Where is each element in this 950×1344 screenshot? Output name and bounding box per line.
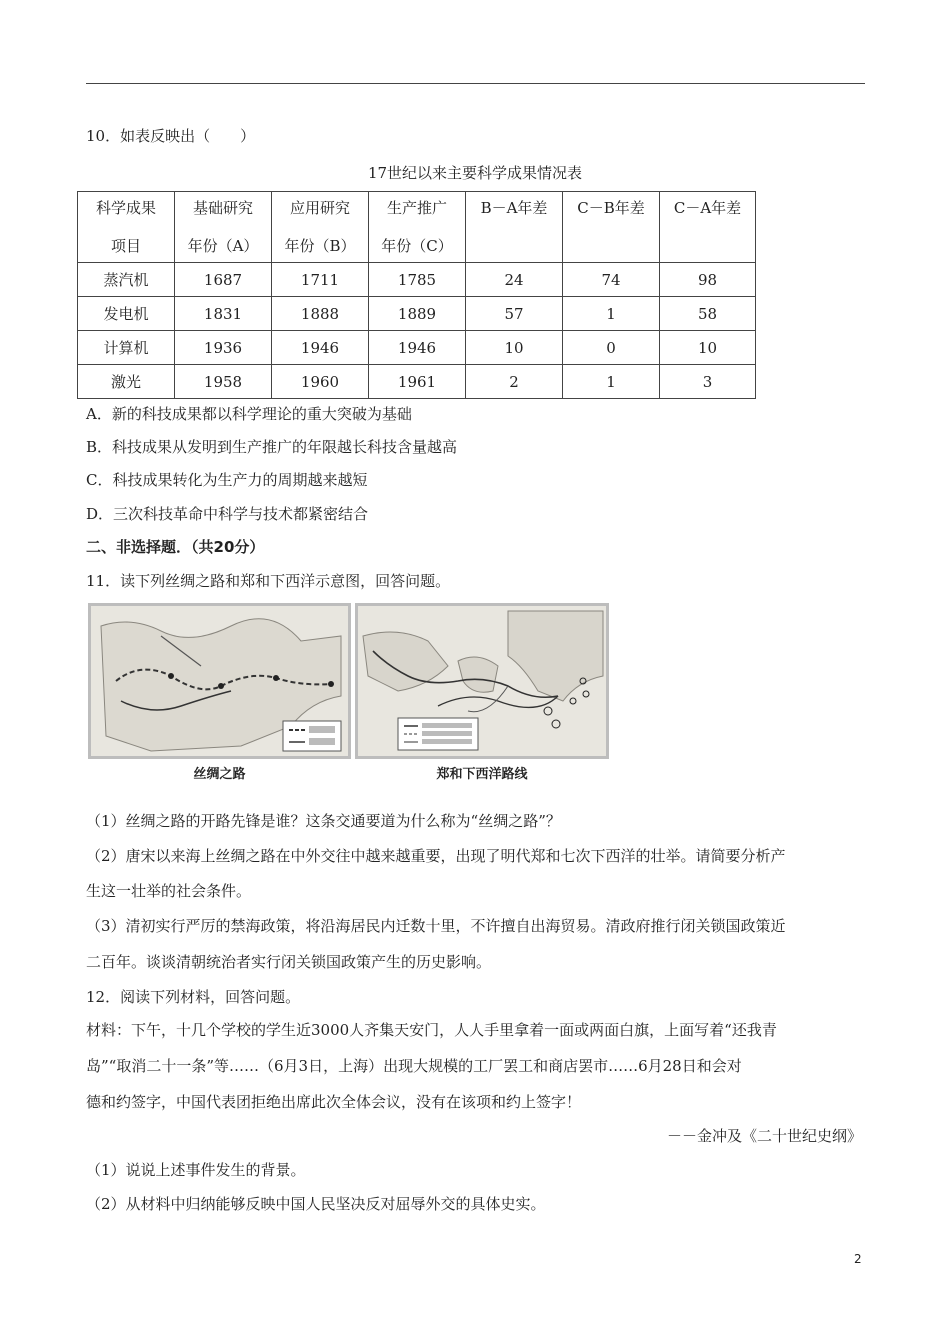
q11-sub2-line2: 生这一壮举的社会条件。 — [86, 882, 252, 900]
header-cell: 基础研究 年份（A） — [175, 192, 272, 263]
q12-material-line3: 德和约签字，中国代表团拒绝出席此次全体会议，没有在该项和约上签字！ — [86, 1093, 582, 1111]
q12-stem: 12．阅读下列材料，回答问题。 — [86, 988, 301, 1006]
q10-option-d: D．三次科技革命中科学与技术都紧密结合 — [86, 505, 369, 523]
table-title: 17世纪以来主要科学成果情况表 — [367, 164, 583, 182]
table-cell: 发电机 — [78, 297, 175, 331]
table-cell: 74 — [563, 263, 660, 297]
science-results-table — [77, 191, 756, 399]
table-cell: 1961 — [369, 365, 466, 399]
table-row — [78, 365, 756, 399]
header-cell: 应用研究 年份（B） — [272, 192, 369, 263]
table-header-row — [78, 192, 756, 263]
table-cell: 1 — [563, 365, 660, 399]
table-cell: 激光 — [78, 365, 175, 399]
table-cell: 58 — [660, 297, 756, 331]
q10-stem: 10．如表反映出（ ） — [86, 127, 256, 145]
table-cell: 1888 — [272, 297, 369, 331]
q10-option-c: C．科技成果转化为生产力的周期越来越短 — [86, 471, 368, 489]
table-cell: 1936 — [175, 331, 272, 365]
table-cell: 3 — [660, 365, 756, 399]
table-cell: 57 — [466, 297, 563, 331]
q11-sub1: （1）丝绸之路的开路先锋是谁？这条交通要道为什么称为“丝绸之路”？ — [86, 812, 561, 830]
table-cell: 10 — [466, 331, 563, 365]
table-cell: 24 — [466, 263, 563, 297]
table-cell: 1687 — [175, 263, 272, 297]
page-number: 2 — [854, 1252, 862, 1266]
zheng-he-map — [355, 603, 609, 759]
table-cell: 0 — [563, 331, 660, 365]
table-cell: 2 — [466, 365, 563, 399]
table-cell: 10 — [660, 331, 756, 365]
header-cell: C－A年差 — [660, 192, 756, 263]
q12-material-line1: 材料：下午，十几个学校的学生近3000人齐集天安门，人人手里拿着一面或两面白旗，上面写着“还我青 — [86, 1021, 777, 1039]
header-cell: C－B年差 — [563, 192, 660, 263]
table-cell: 1831 — [175, 297, 272, 331]
table-cell: 1960 — [272, 365, 369, 399]
zheng-he-caption: 郑和下西洋路线 — [436, 767, 528, 782]
table-cell: 计算机 — [78, 331, 175, 365]
table-row — [78, 263, 756, 297]
table-cell: 蒸汽机 — [78, 263, 175, 297]
table-cell: 1958 — [175, 365, 272, 399]
header-cell: 生产推广 年份（C） — [369, 192, 466, 263]
q12-source: －－金冲及《二十世纪史纲》 — [666, 1127, 862, 1145]
header-cell: 科学成果 项目 — [78, 192, 175, 263]
header-rule — [86, 83, 865, 84]
table-cell: 1785 — [369, 263, 466, 297]
table-cell: 1946 — [369, 331, 466, 365]
q10-option-a: A．新的科技成果都以科学理论的重大突破为基础 — [86, 405, 412, 423]
q11-stem: 11．读下列丝绸之路和郑和下西洋示意图，回答问题。 — [86, 572, 451, 590]
q11-sub3-line2: 二百年。谈谈清朝统治者实行闭关锁国政策产生的历史影响。 — [86, 953, 492, 971]
silk-road-map — [88, 603, 351, 759]
table-cell: 1946 — [272, 331, 369, 365]
table-cell: 98 — [660, 263, 756, 297]
q10-option-b: B．科技成果从发明到生产推广的年限越长科技含量越高 — [86, 438, 458, 456]
silk-road-caption: 丝绸之路 — [193, 767, 246, 782]
q12-sub1: （1）说说上述事件发生的背景。 — [86, 1161, 306, 1179]
table-row — [78, 297, 756, 331]
q12-sub2: （2）从材料中归纳能够反映中国人民坚决反对屈辱外交的具体史实。 — [86, 1195, 546, 1213]
header-cell: B－A年差 — [466, 192, 563, 263]
section-title: 二、非选择题．（共20分） — [86, 538, 265, 556]
q11-sub2-line1: （2）唐宋以来海上丝绸之路在中外交往中越来越重要，出现了明代郑和七次下西洋的壮举。请简要分析产 — [86, 847, 786, 865]
table-row — [78, 331, 756, 365]
q12-material-line2: 岛”“取消二十一条”等……（6月3日，上海）出现大规模的工厂罢工和商店罢市……6月28日和会对 — [86, 1057, 742, 1075]
table-cell: 1 — [563, 297, 660, 331]
table-cell: 1889 — [369, 297, 466, 331]
q11-sub3-line1: （3）清初实行严厉的禁海政策，将沿海居民内迁数十里，不许擅自出海贸易。清政府推行闭关锁国政策近 — [86, 917, 786, 935]
table-cell: 1711 — [272, 263, 369, 297]
